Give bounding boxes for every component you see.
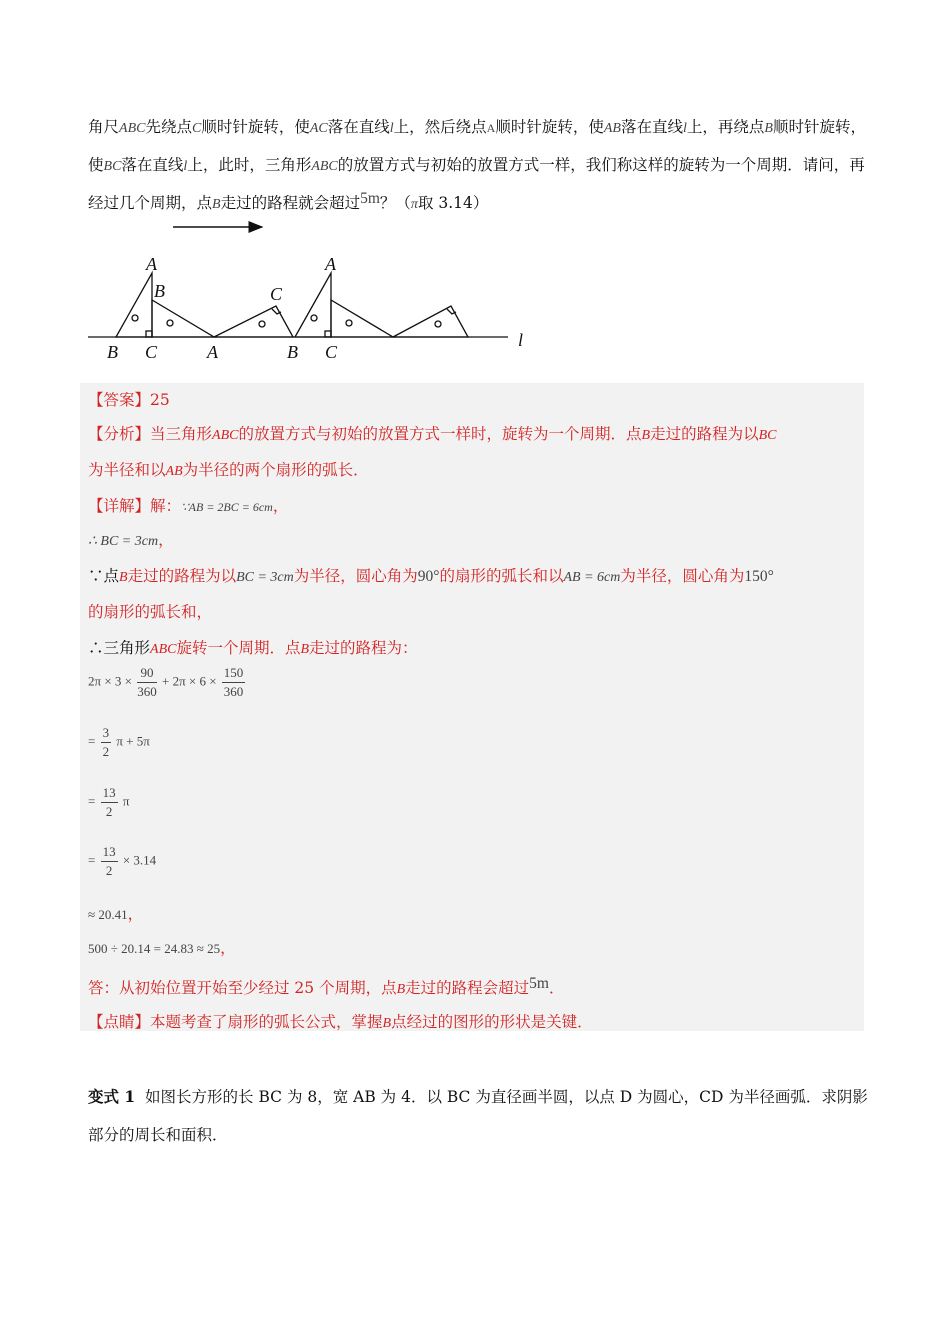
right-angle-mark-1 <box>146 331 152 337</box>
fig-label-b3: B <box>287 342 298 362</box>
fig-label-a1: A <box>146 254 157 274</box>
variant-label: 变式 1 <box>88 1087 136 1106</box>
detail-line-4: 的扇形的弧长和， <box>88 603 213 621</box>
calc-step-2: = $\frac{3}{2}$ π + 5π <box>88 725 150 759</box>
triangle-4 <box>295 273 331 337</box>
calc-step-5: ≈ 20.41， <box>88 905 144 923</box>
detail-line-2: ∴ BC = 3cm， <box>88 531 174 549</box>
calc-step-4: = $\frac{13}{2}$ × 3.14 <box>88 844 157 878</box>
fig-label-l: l <box>518 330 524 350</box>
analysis-line-2: 为半径和以AB为半径的两个扇形的弧长． <box>88 461 369 479</box>
fig-label-a2: A <box>207 342 218 362</box>
variant-problem: 变式 1 如图长方形的长 BC 为 8，宽 AB 为 4．以 BC 为直径画半圆，以点 D 为圆心，CD 为半径画弧．求阴影部分的周长和面积． <box>88 1087 868 1144</box>
problem-text: 角尺ABC先绕点C顺时针旋转，使AC落在直线l上，然后绕点A顺时针旋转，使AB落在直线l上，再绕点B顺时针旋转，使BC落在直线l上，此时，三角形ABC的放置方式与初始的放置方式一样，我们称这样的旋转为一个周期．请问，再经过几个周期，点B走过的路程就会超过5m？（π取 3.14） <box>88 118 866 212</box>
fig-label-c3: C <box>325 342 338 362</box>
analysis-line-1: 【分析】当三角形ABC的放置方式与初始的放置方式一样时，旋转为一个周期．点B走过的路程为以BC <box>88 425 777 443</box>
answer-box <box>80 383 864 1031</box>
final-answer: 答：从初始位置开始至少经过 25 个周期，点B走过的路程会超过5m． <box>88 975 565 997</box>
hole <box>346 320 352 326</box>
answer-label: 【答案】25 <box>88 391 170 409</box>
fig-label-a3: A <box>325 254 336 274</box>
triangle-2 <box>152 300 214 337</box>
hole <box>132 315 138 321</box>
triangle-5 <box>331 300 393 337</box>
calc-step-3: = $\frac{13}{2}$ π <box>88 785 130 819</box>
triangle-1 <box>116 273 152 337</box>
hole <box>435 321 441 327</box>
fig-label-b2: B <box>107 342 118 362</box>
rotation-figure <box>80 215 550 375</box>
detail-line-3: ∵点B走过的路程为以BC = 3cm为半径，圆心角为90°的扇形的弧长和以AB = 6cm为半径，圆心角为150° <box>88 567 774 585</box>
calc-step-1: 2π × 3 × $\frac{90}{360}$ + 2π × 6 × $\frac{150}{360}$ <box>88 665 244 699</box>
calc-step-6: 500 ÷ 20.14 = 24.83 ≈ 25， <box>88 939 236 957</box>
hole <box>167 320 173 326</box>
triangle-6 <box>393 306 468 337</box>
hole <box>311 315 317 321</box>
fig-label-b1: B <box>154 281 165 301</box>
hole <box>259 321 265 327</box>
key-point: 【点睛】本题考查了扇形的弧长公式，掌握B点经过的图形的形状是关键． <box>88 1013 593 1031</box>
detail-line-5: ∴三角形ABC旋转一个周期．点B走过的路程为： <box>88 639 418 657</box>
right-angle-mark-2 <box>325 331 331 337</box>
fig-label-c2: C <box>145 342 158 362</box>
fig-label-c1: C <box>270 284 283 304</box>
triangle-3 <box>214 306 293 337</box>
detail-line-1: 【详解】解：∵AB = 2BC = 6cm， <box>88 497 289 515</box>
